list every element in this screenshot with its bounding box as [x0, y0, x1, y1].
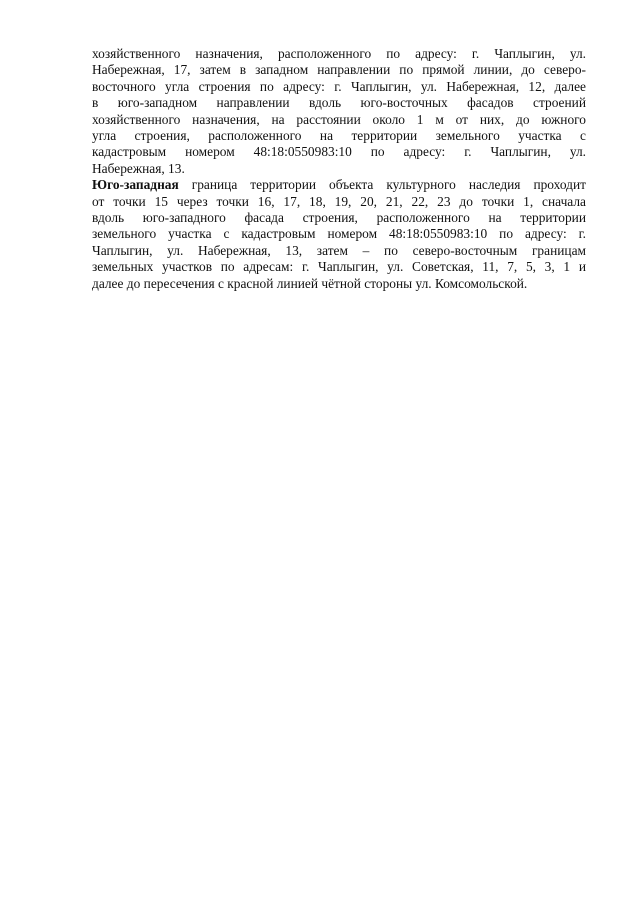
text-line: земельных участков по адресам: г. Чаплыгин, ул. Советская, 11, 7, 5, 3, 1 и [92, 259, 586, 275]
paragraph-boundary-continuation [92, 46, 586, 177]
text-line-rest: граница территории объекта культурного наследия проходит [191, 177, 586, 193]
section-heading-southwest: Юго-западная [92, 177, 179, 193]
text-line: хозяйственного назначения, расположенного по адресу: г. Чаплыгин, ул. [92, 46, 586, 61]
text-line: от точки 15 через точки 16, 17, 18, 19, 20, 21, 22, 23 до точки 1, сначала [92, 193, 586, 209]
text-line: земельного участка с кадастровым номером 48:18:0550983:10 по адресу: г. [92, 226, 586, 242]
document-text [92, 46, 586, 292]
text-line: Чаплыгин, ул. Набережная, 13, затем – по северо-восточным границам [92, 242, 586, 258]
text-line: восточного угла строения по адресу: г. Чаплыгин, ул. Набережная, 12, далее [92, 78, 586, 94]
text-line: Набережная, 17, затем в западном направлении по прямой линии, до северо- [92, 62, 586, 78]
text-line [92, 177, 586, 193]
text-line: вдоль юго-западного фасада строения, расположенного на территории [92, 210, 586, 226]
paragraph-southwest-boundary [92, 177, 586, 292]
text-line: далее до пересечения с красной линией чётной стороны ул. Комсомольской. [92, 275, 528, 291]
text-line: Набережная, 13. [92, 160, 185, 176]
text-line: угла строения, расположенного на территории земельного участка с [92, 128, 586, 144]
text-line: хозяйственного назначения, на расстоянии около 1 м от них, до южного [92, 111, 586, 127]
text-line: в юго-западном направлении вдоль юго-восточных фасадов строений [92, 95, 586, 111]
text-line: кадастровым номером 48:18:0550983:10 по адресу: г. Чаплыгин, ул. [92, 144, 586, 160]
